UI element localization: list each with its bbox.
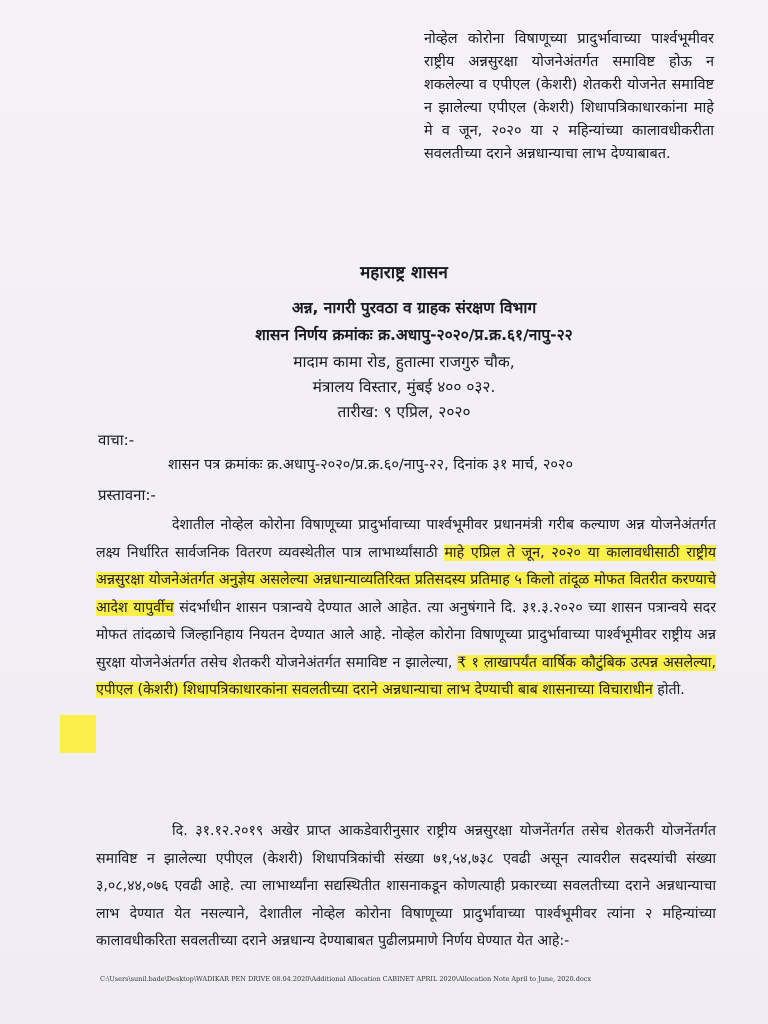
highlight-free-rice: माहे एप्रिल ते जून, २०२० या कालावधीसाठी राष्ट्रीय अन्नसुरक्षा योजनेअंतर्गत अनुज्ञेय असलेल्या अन्नधान्याव्यतिरिक्त प्रतिसदस्य प्रतिमाह ५ किलो तांदूळ मोफत वितरीत करण्याचे आदेश यापुर्वीच xyxy=(96,544,716,616)
subject-text: नोव्हेल कोरोना विषाणूच्या प्रादुर्भावाच्या पार्श्वभूमीवर राष्ट्रीय अन्नसुरक्षा योजनेअंतर्गत समाविष्ट होऊ न शकलेल्या व एपीएल (केशरी) शेतकरी योजनेत समाविष्ट न झालेल्या एपीएल (केशरी) शिधापत्रिकाधारकांना माहे मे व जून, २०२० या २ महिन्यांच्या कालावधीकरीता सवलतीच्या दराने अन्नधान्याचा लाभ देण्याबाबत. xyxy=(424,31,714,162)
address-line-1: मादाम कामा रोड, हुतात्मा राजगुरु चौक, xyxy=(293,353,515,371)
read-reference: शासन पत्र क्रमांकः क्र.अधापु-२०२०/प्र.क्र.६०/नापु-२२, दिनांक ३१ मार्च, २०२० xyxy=(168,457,574,473)
preamble-text-a: देशातील नोव्हेल कोरोना विषाणूच्या प्रादुर्भावाच्या पार्श्वभूमीवर प्रधानमंत्री गरीब कल्याण अन्न योजनेअंतर्गत लक्ष्य निर्धारित सार्वजनिक वितरण व्यवस्थेतील पात्र लाभार्थ्यांसाठी xyxy=(96,517,716,561)
highlight-apl-benefit: ₹ १ लाखापर्यंत वार्षिक कौटुंबिक उत्पन्न असलेल्या, एपीएल (केशरी) शिधापत्रिकाधारकांना सवलतीच्या दराने अन्नधान्याचा लाभ देण्याची बाब शासनाच्या विचाराधीन xyxy=(96,654,716,698)
preamble-text-b: संदर्भाधीन शासन पत्रान्वये देण्यात आले आहेत. त्या अनुषंगाने दि. ३१.३.२०२० च्या शासन पत्रान्वये सदर मोफत तांदळाचे जिल्हानिहाय नियतन देण्यात आले आहे. नोव्हेल कोरोना विषाणूच्या प्रादुर्भावाच्या पार्श्वभूमीवर राष्ट्रीय अन्न सुरक्षा योजनेअंतर्गत तसेच शेतकरी योजनेअंतर्गत समाविष्ट न झालेल्या, xyxy=(96,599,716,671)
footer-file-path: C:\Users\sunil.bade\Desktop\WADIKAR PEN DRIVE 08.04.2020\Additional Allocation CABINET APRIL 2020\Allocation Note April to June, 2020.docx xyxy=(100,975,592,983)
preamble-paragraph-1 xyxy=(96,512,716,705)
read-label: वाचा:- xyxy=(98,431,135,449)
government-title: महाराष्ट्र शासन xyxy=(360,263,448,283)
margin-highlight-mark xyxy=(60,715,96,753)
preamble-label: प्रस्तावना:- xyxy=(98,486,156,504)
department-name: अन्न, नागरी पुरवठा व ग्राहक संरक्षण विभाग xyxy=(291,299,537,317)
address-line-2: मंत्रालय विस्तार, मुंबई ४०० ०३२. xyxy=(312,378,496,396)
resolution-date: तारीख: ९ एप्रिल, २०२० xyxy=(337,403,471,421)
resolution-number: शासन निर्णय क्रमांकः क्र.अधापु-२०२०/प्र.क्र.६१/नापु-२२ xyxy=(255,326,573,344)
preamble-text-c: होती. xyxy=(657,682,685,698)
preamble-paragraph-2: दि. ३१.१२.२०१९ अखेर प्राप्त आकडेवारीनुसार राष्ट्रीय अन्नसुरक्षा योजनेंतर्गत तसेच शेतकरी योजनेंतर्गत समाविष्ट न झालेल्या एपीएल (केशरी) शिधापत्रिकांची संख्या ७१,५४,७३८ एवढी असून त्यावरील सदस्यांची संख्या ३,०८,४४,०७६ एवढी आहे. त्या लाभार्थ्यांना सद्यस्थितीत शासनाकडून कोणत्याही प्रकारच्या सवलतीच्या दराने अन्नधान्याचा लाभ देण्यात येत नसल्याने, देशातील नोव्हेल कोरोना विषाणूच्या प्रादुर्भावाच्या पार्श्वभूमीवर त्यांना २ महिन्यांच्या कालावधीकरिता सवलतीच्या दराने अन्नधान्य देण्याबाबत पुढीलप्रमाणे निर्णय घेण्यात येत आहे:- xyxy=(96,823,716,949)
